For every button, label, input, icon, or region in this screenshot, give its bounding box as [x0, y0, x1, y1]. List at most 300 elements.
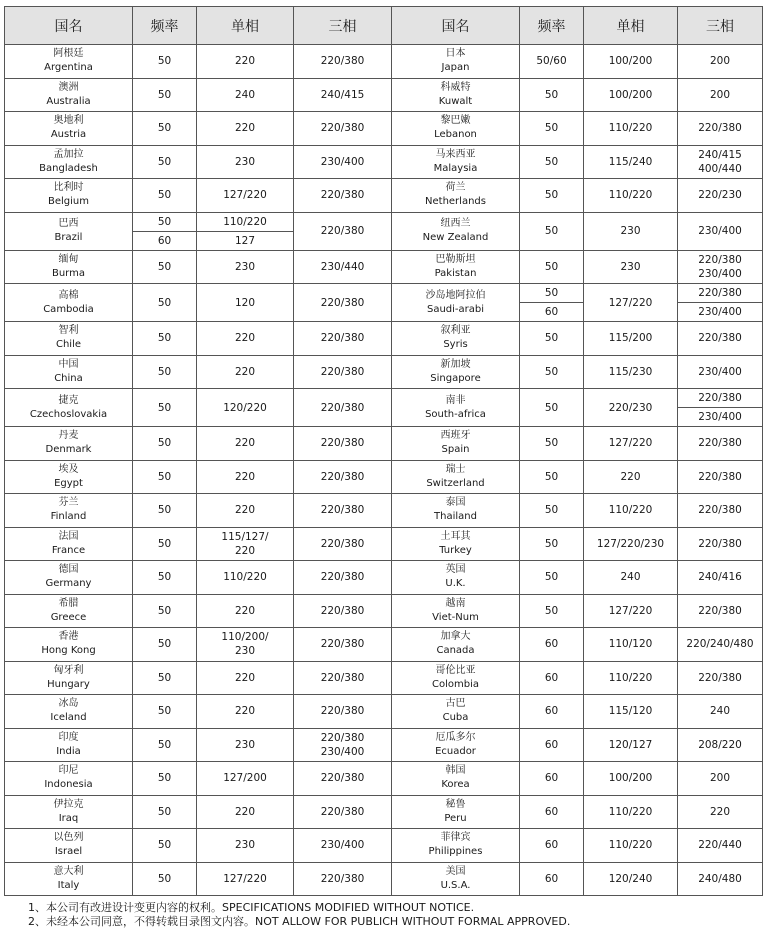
table-header — [5, 7, 763, 45]
cell-value: 110/220 — [608, 671, 653, 684]
header-country: 国名 — [5, 7, 133, 45]
country-name-cn: 纽西兰 — [440, 218, 471, 229]
cell-value: 50 — [544, 332, 559, 345]
header-single-phase: 单相 — [584, 7, 678, 45]
three-phase-cell — [678, 661, 763, 695]
cell-value: 230 — [234, 645, 256, 658]
cell-value: 220/380 — [698, 287, 742, 299]
table-row — [5, 179, 763, 213]
three-phase-cell — [294, 389, 392, 427]
country-cell — [5, 179, 133, 213]
single-phase-cell — [197, 212, 294, 250]
single-phase-cell — [197, 594, 294, 628]
country-cell — [392, 594, 520, 628]
three-phase-cell — [678, 594, 763, 628]
country-name-cn: 西班牙 — [440, 430, 471, 442]
country-cell — [5, 762, 133, 796]
table-row — [5, 561, 763, 595]
three-phase-cell — [294, 561, 392, 595]
country-cell — [392, 389, 520, 427]
three-phase-cell — [678, 628, 763, 662]
cell-value: 220/380 — [320, 189, 365, 202]
country-name-cn: 韩国 — [445, 765, 466, 777]
frequency-cell — [520, 250, 584, 284]
cell-value: 50 — [157, 839, 172, 852]
country-name-en: Colombia — [432, 678, 479, 690]
cell-value: 220 — [234, 705, 256, 718]
cell-value: 50 — [157, 504, 172, 517]
cell-value: 50 — [544, 365, 559, 378]
voltage-table — [4, 6, 763, 896]
frequency-cell — [520, 212, 584, 250]
country-name-en: Israel — [54, 846, 83, 858]
country-name-en: Burma — [51, 267, 85, 279]
cell-value: 240/416 — [698, 571, 742, 584]
country-name-cn: 科威特 — [440, 81, 471, 93]
table-body — [5, 45, 763, 896]
cell-value: 50 — [157, 155, 172, 168]
cell-value: 50 — [157, 805, 172, 818]
cell-value: 50 — [157, 365, 172, 378]
single-phase-cell — [584, 427, 678, 461]
cell-value: 50 — [157, 571, 172, 584]
country-name-en: South-africa — [425, 408, 486, 420]
country-name-en: Netherlands — [425, 196, 486, 208]
country-name-cn: 厄瓜多尔 — [435, 731, 476, 743]
cell-value: 220 — [234, 332, 256, 345]
table-row — [5, 250, 763, 284]
cell-value: 120 — [234, 296, 256, 309]
cell-value: 50 — [544, 225, 559, 237]
three-phase-cell — [294, 862, 392, 896]
country-cell — [392, 212, 520, 250]
cell-value: 50 — [157, 88, 172, 101]
cell-value: 50 — [157, 470, 172, 483]
cell-value: 50 — [544, 189, 559, 202]
single-phase-cell — [584, 628, 678, 662]
three-phase-cell — [294, 250, 392, 284]
cell-value: 240/480 — [698, 872, 742, 885]
cell-value: 220 — [709, 805, 731, 818]
country-name-cn: 芬兰 — [58, 497, 79, 509]
cell-value: 50 — [157, 296, 172, 309]
table-row — [5, 355, 763, 389]
three-phase-cell — [294, 78, 392, 112]
cell-value: 50 — [544, 537, 559, 550]
cell-value: 127/200 — [223, 772, 267, 785]
frequency-cell — [520, 112, 584, 146]
three-phase-cell — [678, 795, 763, 829]
three-phase-cell — [678, 212, 763, 250]
table-row — [5, 527, 763, 561]
cell-value: 220/380 — [320, 470, 365, 483]
country-name-cn: 印度 — [58, 731, 79, 743]
cell-value: 230/400 — [678, 407, 762, 426]
country-name-en: Japan — [441, 62, 470, 74]
table-row — [5, 389, 763, 427]
cell-value: 60 — [544, 638, 559, 651]
single-phase-cell — [197, 427, 294, 461]
country-name-en: Malaysia — [433, 162, 478, 174]
three-phase-cell — [678, 427, 763, 461]
cell-value: 110/220 — [608, 805, 653, 818]
three-phase-cell — [294, 728, 392, 762]
country-name-en: Saudi-arabi — [426, 303, 485, 315]
country-name-cn: 瑞士 — [445, 463, 466, 475]
cell-value: 110/220 — [608, 504, 653, 517]
cell-value: 230 — [234, 260, 256, 273]
frequency-cell — [133, 695, 197, 729]
single-phase-cell — [197, 628, 294, 662]
country-name-en: Czechoslovakia — [29, 408, 108, 420]
country-name-cn: 中国 — [58, 358, 79, 370]
frequency-cell — [133, 322, 197, 356]
country-name-en: India — [56, 745, 81, 757]
single-phase-cell — [197, 145, 294, 179]
cell-value: 220/380 — [320, 872, 365, 885]
single-phase-cell — [197, 78, 294, 112]
cell-value: 230 — [620, 260, 641, 273]
country-name-cn: 日本 — [445, 48, 466, 60]
country-cell — [5, 78, 133, 112]
cell-value: 50 — [157, 189, 172, 202]
country-name-cn: 越南 — [445, 597, 466, 609]
cell-value: 220/380 — [698, 437, 742, 450]
country-cell — [5, 284, 133, 322]
three-phase-cell — [294, 695, 392, 729]
country-cell — [5, 322, 133, 356]
country-name-en: Cuba — [442, 712, 469, 724]
three-phase-cell — [678, 355, 763, 389]
cell-value: 50 — [544, 401, 559, 414]
cell-value: 220/380 — [320, 122, 365, 135]
cell-value: 60 — [544, 772, 559, 785]
country-name-cn: 冰岛 — [58, 698, 79, 710]
country-name-cn: 菲律宾 — [440, 832, 471, 844]
cell-value: 120/127 — [608, 738, 653, 751]
country-name-en: Thailand — [434, 511, 477, 523]
cell-value: 50 — [157, 215, 172, 228]
cell-value: 230 — [234, 155, 256, 168]
cell-value: 100/200 — [608, 772, 653, 785]
country-cell — [392, 561, 520, 595]
cell-value: 220/380 — [698, 604, 742, 617]
country-name-en: Korea — [441, 779, 470, 791]
table-row — [5, 762, 763, 796]
cell-value: 220/380 — [320, 365, 365, 378]
cell-value: 220/380 — [320, 437, 365, 450]
cell-value: 115/127/ — [221, 530, 269, 543]
frequency-cell — [133, 179, 197, 213]
frequency-cell — [133, 284, 197, 322]
country-name-cn: 高棉 — [58, 289, 79, 301]
country-name-cn: 叙利亚 — [440, 325, 471, 337]
frequency-cell — [520, 795, 584, 829]
country-cell — [5, 661, 133, 695]
cell-value: 220/380 — [320, 55, 365, 68]
frequency-cell — [520, 322, 584, 356]
frequency-cell — [520, 145, 584, 179]
cell-value: 127/220 — [608, 296, 653, 309]
single-phase-cell — [197, 179, 294, 213]
three-phase-cell — [678, 78, 763, 112]
cell-value: 220/230 — [608, 401, 653, 414]
single-phase-cell — [197, 460, 294, 494]
cell-value: 220/380 — [320, 671, 365, 684]
country-cell — [392, 795, 520, 829]
country-cell — [392, 628, 520, 662]
cell-value: 100/200 — [608, 88, 653, 101]
table-row — [5, 112, 763, 146]
frequency-cell — [520, 695, 584, 729]
country-name-cn: 以色列 — [53, 832, 84, 844]
single-phase-cell — [584, 762, 678, 796]
cell-value: 50/60 — [536, 55, 567, 68]
cell-value: 240 — [234, 88, 256, 101]
cell-value: 50 — [544, 470, 559, 483]
cell-value: 50 — [544, 88, 559, 101]
cell-value: 100/200 — [608, 55, 653, 68]
frequency-cell — [520, 494, 584, 528]
frequency-cell — [133, 355, 197, 389]
cell-value: 50 — [157, 122, 172, 135]
cell-value: 230/400 — [698, 365, 742, 378]
country-cell — [392, 112, 520, 146]
cell-value: 240/415 — [320, 88, 365, 101]
country-cell — [5, 427, 133, 461]
frequency-cell — [520, 427, 584, 461]
header-frequency: 频率 — [133, 7, 197, 45]
country-name-en: Switzerland — [426, 477, 485, 489]
frequency-cell — [520, 527, 584, 561]
cell-value: 127/220 — [608, 604, 653, 617]
cell-value: 110/220 — [608, 839, 653, 852]
frequency-cell — [520, 628, 584, 662]
cell-value: 220/380 — [698, 671, 742, 684]
single-phase-cell — [197, 795, 294, 829]
cell-value: 60 — [544, 705, 559, 718]
cell-value: 220 — [620, 470, 641, 483]
frequency-cell — [133, 494, 197, 528]
cell-value: 220 — [234, 122, 256, 135]
three-phase-cell — [294, 527, 392, 561]
country-name-en: Peru — [444, 812, 467, 824]
table-row — [5, 829, 763, 863]
frequency-cell — [133, 460, 197, 494]
country-name-cn: 法国 — [58, 530, 79, 542]
frequency-cell — [520, 460, 584, 494]
table-row — [5, 628, 763, 662]
country-name-en: New Zealand — [422, 232, 489, 243]
single-phase-cell — [584, 594, 678, 628]
country-name-en: Australia — [46, 95, 91, 107]
country-name-en: Chile — [55, 339, 82, 351]
single-phase-cell — [584, 322, 678, 356]
country-name-cn: 巴西 — [58, 218, 79, 229]
cell-value: 220/230 — [698, 189, 742, 202]
cell-value: 220/380 — [320, 537, 365, 550]
single-phase-cell — [584, 795, 678, 829]
three-phase-cell — [294, 762, 392, 796]
header-row — [5, 7, 763, 45]
country-name-cn: 巴勒斯坦 — [435, 253, 476, 265]
cell-value: 220/380 — [320, 225, 365, 237]
cell-value: 127 — [197, 231, 293, 250]
cell-value: 115/200 — [608, 332, 653, 345]
header-single-phase: 单相 — [197, 7, 294, 45]
cell-value: 110/220 — [223, 571, 267, 584]
cell-value: 110/220 — [608, 122, 653, 135]
three-phase-cell — [294, 829, 392, 863]
country-cell — [5, 728, 133, 762]
frequency-cell — [133, 661, 197, 695]
country-name-en: Egypt — [54, 477, 83, 489]
three-phase-cell — [294, 112, 392, 146]
three-phase-cell — [294, 45, 392, 79]
cell-value: 208/220 — [698, 738, 742, 751]
cell-value: 230/400 — [698, 267, 742, 280]
single-phase-cell — [197, 829, 294, 863]
cell-value: 220 — [234, 55, 256, 68]
three-phase-cell — [678, 561, 763, 595]
cell-value: 115/230 — [608, 365, 653, 378]
country-name-cn: 马来西亚 — [435, 148, 476, 160]
cell-value: 50 — [544, 437, 559, 450]
country-name-cn: 香港 — [58, 631, 79, 643]
country-name-cn: 印尼 — [58, 765, 79, 777]
frequency-cell — [133, 78, 197, 112]
footnote-1: 1、本公司有改进设计变更内容的权利。SPECIFICATIONS MODIFIED WITHOUT NOTICE. — [28, 901, 475, 914]
country-cell — [5, 695, 133, 729]
table-row — [5, 284, 763, 322]
country-name-cn: 古巴 — [445, 698, 466, 710]
frequency-cell — [520, 762, 584, 796]
frequency-cell — [133, 561, 197, 595]
cell-value: 230 — [234, 839, 256, 852]
country-name-cn: 捷克 — [58, 394, 79, 406]
cell-value: 220/380 — [320, 571, 365, 584]
cell-value: 220 — [234, 604, 256, 617]
country-name-cn: 哥伦比亚 — [435, 664, 476, 676]
frequency-cell — [133, 728, 197, 762]
single-phase-cell — [197, 862, 294, 896]
country-name-en: Cambodia — [43, 303, 94, 315]
header-frequency: 频率 — [520, 7, 584, 45]
cell-value: 220/240/480 — [686, 638, 754, 651]
country-name-en: Italy — [57, 879, 80, 891]
three-phase-cell — [678, 179, 763, 213]
single-phase-cell — [197, 284, 294, 322]
country-name-en: Singapore — [430, 372, 481, 384]
frequency-cell — [520, 355, 584, 389]
country-cell — [5, 628, 133, 662]
cell-value: 220/380 — [320, 296, 365, 309]
header-country: 国名 — [392, 7, 520, 45]
cell-value: 220/380 — [320, 604, 365, 617]
country-cell — [392, 145, 520, 179]
country-name-en: Ecuador — [435, 745, 476, 757]
country-cell — [5, 829, 133, 863]
country-cell — [5, 212, 133, 250]
single-phase-cell — [197, 494, 294, 528]
frequency-cell — [520, 862, 584, 896]
three-phase-cell — [678, 112, 763, 146]
table-row — [5, 427, 763, 461]
frequency-cell — [133, 594, 197, 628]
three-phase-cell — [294, 628, 392, 662]
cell-value: 127/220 — [608, 437, 653, 450]
country-name-en: Bangladesh — [39, 162, 98, 174]
country-cell — [5, 145, 133, 179]
cell-value: 220/380 — [320, 705, 365, 718]
single-phase-cell — [197, 355, 294, 389]
frequency-cell — [520, 829, 584, 863]
three-phase-cell — [678, 829, 763, 863]
cell-value: 50 — [544, 287, 559, 299]
three-phase-cell — [294, 355, 392, 389]
cell-value: 200 — [709, 772, 731, 785]
frequency-cell — [520, 45, 584, 79]
country-name-en: Denmark — [45, 444, 92, 456]
cell-value: 220/380 — [698, 332, 742, 345]
country-name-en: Greece — [50, 611, 87, 623]
cell-value: 220/380 — [698, 504, 742, 517]
single-phase-cell — [584, 355, 678, 389]
frequency-cell — [520, 179, 584, 213]
country-name-cn: 伊拉克 — [53, 798, 84, 810]
single-phase-cell — [584, 527, 678, 561]
cell-value: 220/380 — [698, 537, 742, 550]
cell-value: 115/240 — [608, 155, 653, 168]
country-name-cn: 土耳其 — [440, 530, 471, 542]
country-name-en: Viet-Num — [432, 611, 479, 623]
country-cell — [5, 527, 133, 561]
three-phase-cell — [294, 661, 392, 695]
three-phase-cell — [678, 527, 763, 561]
footnotes — [28, 901, 570, 928]
country-name-en: Iraq — [58, 812, 79, 824]
three-phase-cell — [294, 427, 392, 461]
cell-value: 110/120 — [608, 638, 653, 651]
single-phase-cell — [584, 829, 678, 863]
country-name-en: Canada — [436, 645, 475, 657]
table-row — [5, 494, 763, 528]
country-name-en: Austria — [50, 129, 87, 141]
country-name-cn: 沙岛地阿拉伯 — [425, 289, 486, 301]
cell-value: 60 — [520, 302, 583, 321]
country-cell — [5, 460, 133, 494]
cell-value: 50 — [157, 638, 172, 651]
country-name-cn: 南非 — [445, 394, 466, 406]
country-name-en: Turkey — [439, 544, 472, 556]
three-phase-cell — [678, 728, 763, 762]
country-name-cn: 秘鲁 — [445, 798, 466, 810]
cell-value: 50 — [157, 537, 172, 550]
cell-value: 50 — [544, 260, 559, 273]
three-phase-cell — [678, 494, 763, 528]
frequency-cell — [133, 862, 197, 896]
cell-value: 60 — [544, 738, 559, 751]
cell-value: 220/380 — [320, 332, 365, 345]
cell-value: 200 — [709, 55, 731, 68]
country-cell — [5, 494, 133, 528]
three-phase-cell — [678, 862, 763, 896]
single-phase-cell — [584, 112, 678, 146]
three-phase-cell — [678, 45, 763, 79]
cell-value: 220/380 — [698, 392, 742, 404]
footnote-2: 2、未经本公司同意，不得转载目录图文内容。NOT ALLOW FOR PUBLICH WITHOUT FORMAL APPROVED. — [28, 914, 571, 928]
cell-value: 127/220 — [223, 872, 267, 885]
